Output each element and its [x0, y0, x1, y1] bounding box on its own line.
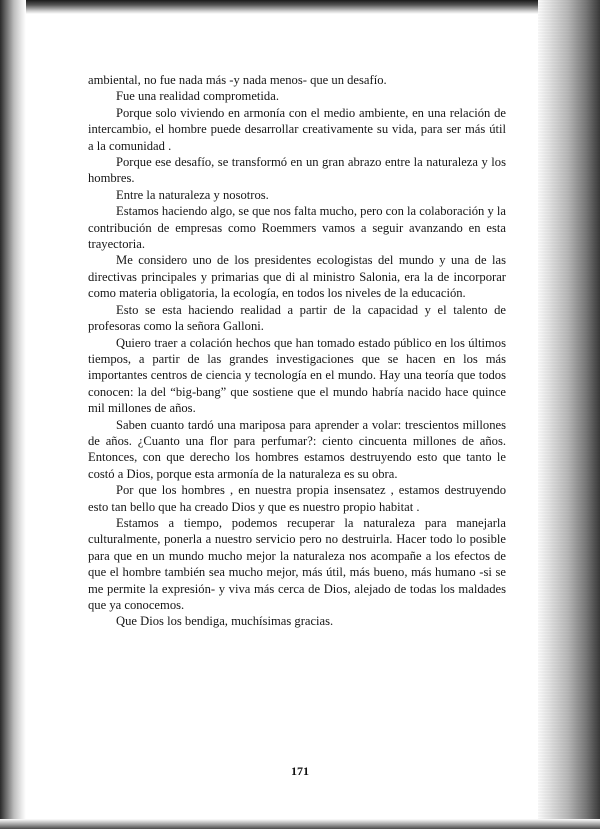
- paragraph: Saben cuanto tardó una mariposa para aprender a volar: trescientos millones de años. ¿Cuanto una flor para perfumar?: ciento cincuenta millones de años. Entonces, con que derecho los hombres estamos destruyendo esto que tanto le costó a Dios, porque esta armonía de la naturaleza es su obra.: [88, 417, 506, 481]
- page-number: 171: [291, 764, 309, 778]
- scan-edge-right: [538, 0, 600, 829]
- paragraph: Por que los hombres , en nuestra propia insensatez , estamos destruyendo esto tan bello que ha creado Dios y que es nuestro propio habitat .: [88, 483, 506, 514]
- paragraph: Esto se esta haciendo realidad a partir de la capacidad y el talento de profesoras como la señora Galloni.: [88, 302, 506, 334]
- paragraph: ambiental, no fue nada más -y nada menos- que un desafío.: [88, 73, 387, 87]
- paragraph: Fue una realidad comprometida.: [116, 89, 279, 104]
- paragraph: Entre la naturaleza y nosotros.: [116, 187, 269, 202]
- paragraph: Me considero uno de los presidentes ecologistas del mundo y una de las directivas principales y primarias que di al ministro Salonia, era la de incorporar como materia obligatoria, la ecología, en todos los niveles de la educación.: [88, 253, 506, 301]
- scan-edge-top: [0, 0, 600, 14]
- scan-edge-left: [0, 0, 26, 829]
- paragraph: Que Dios los bendiga, muchísimas gracias.: [116, 614, 334, 629]
- paragraph: Quiero traer a colación hechos que han tomado estado público en los últimos tiempos, a partir de las grandes investigaciones que se hacen en los más importantes centros de ciencia y tecnología en el mundo. Hay una teoría que todos conocen: la del “big-bang” que sostiene que el mundo habría nacido hace quince mil millones de años.: [88, 335, 506, 416]
- paragraph: Porque solo viviendo en armonía con el medio ambiente, en una relación de intercambio, el hombre puede desarrollar creativamente su vida, para ser más útil a la comunidad .: [88, 105, 506, 153]
- paragraph: Estamos haciendo algo, se que nos falta mucho, pero con la colaboración y la contribución de empresas como Roemmers vamos a seguir avanzando en esta trayectoria.: [88, 204, 506, 252]
- page-body: [88, 72, 506, 630]
- paragraph: Estamos a tiempo, podemos recuperar la naturaleza para manejarla culturalmente, ponerla a nuestro servicio pero no destruirla. Hacer todo lo posible para que en un mundo mucho mejor la naturaleza nos acompañe a los efectos de que el hombre también sea mucho mejor, más útil, más bueno, más humano -si se me permite la expresión- y viva más cerca de Dios, alejado de todas los maldades que ya conocemos.: [88, 515, 506, 612]
- paragraph: Porque ese desafío, se transformó en un gran abrazo entre la naturaleza y los hombres.: [88, 155, 506, 186]
- scan-edge-bottom: [0, 819, 600, 829]
